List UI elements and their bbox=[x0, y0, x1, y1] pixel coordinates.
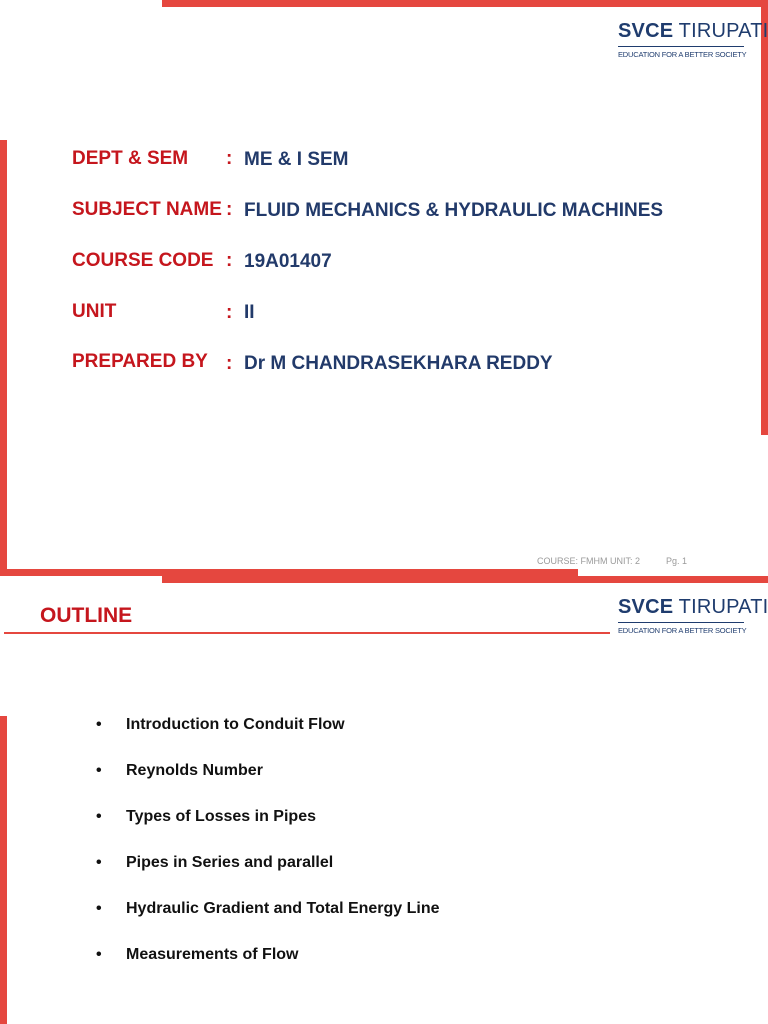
list-item bbox=[96, 762, 440, 808]
list-item-text: Reynolds Number bbox=[126, 762, 263, 779]
subject-name-label: SUBJECT NAME bbox=[72, 199, 222, 220]
bullet-icon: • bbox=[96, 854, 102, 871]
list-item-text: Introduction to Conduit Flow bbox=[126, 716, 345, 733]
subject-name-value: FLUID MECHANICS & HYDRAULIC MACHINES bbox=[244, 200, 664, 221]
list-item bbox=[96, 900, 440, 946]
prepared-by-colon: : bbox=[226, 353, 233, 374]
outline-list bbox=[96, 716, 440, 992]
unit-colon: : bbox=[226, 302, 233, 323]
left-accent-bar bbox=[0, 716, 7, 1024]
footer-page-number: Pg. 1 bbox=[666, 556, 688, 566]
footer-course: COURSE: FMHM UNIT: 2 bbox=[537, 556, 641, 566]
outline-slide bbox=[0, 576, 768, 1024]
logo-tagline: EDUCATION FOR A BETTER SOCIETY bbox=[618, 50, 747, 59]
unit-label: UNIT bbox=[72, 301, 117, 322]
prepared-by-value: Dr M CHANDRASEKHARA REDDY bbox=[244, 353, 553, 374]
list-item bbox=[96, 808, 440, 854]
list-item bbox=[96, 716, 440, 762]
bullet-icon: • bbox=[96, 716, 102, 733]
left-accent-bar bbox=[0, 140, 7, 576]
dept-sem-value: ME & I SEM bbox=[244, 149, 349, 170]
top-accent-bar bbox=[162, 576, 768, 583]
bullet-icon: • bbox=[96, 900, 102, 917]
unit-value: II bbox=[244, 302, 255, 323]
prepared-by-label: PREPARED BY bbox=[72, 351, 208, 372]
svce-logo bbox=[618, 20, 768, 59]
list-item-text: Hydraulic Gradient and Total Energy Line bbox=[126, 900, 440, 917]
right-accent-bar bbox=[761, 7, 768, 435]
list-item-text: Pipes in Series and parallel bbox=[126, 854, 334, 871]
title-underline bbox=[4, 632, 610, 634]
course-code-colon: : bbox=[226, 250, 233, 271]
logo-wordmark: SVCE TIRUPATI bbox=[618, 596, 768, 618]
bottom-accent-bar bbox=[0, 569, 578, 576]
list-item bbox=[96, 854, 440, 900]
subject-name-colon: : bbox=[226, 199, 233, 220]
bullet-icon: • bbox=[96, 762, 102, 779]
list-item-text: Types of Losses in Pipes bbox=[126, 808, 316, 825]
logo-rule bbox=[618, 46, 744, 47]
logo-wordmark: SVCE TIRUPATI bbox=[618, 20, 768, 42]
course-code-label: COURSE CODE bbox=[72, 250, 214, 271]
bullet-icon: • bbox=[96, 808, 102, 825]
logo-rule bbox=[618, 622, 744, 623]
list-item-text: Measurements of Flow bbox=[126, 946, 299, 963]
outline-title: OUTLINE bbox=[40, 604, 133, 627]
course-code-value: 19A01407 bbox=[244, 251, 332, 272]
logo-tagline: EDUCATION FOR A BETTER SOCIETY bbox=[618, 626, 747, 635]
bullet-icon: • bbox=[96, 946, 102, 963]
list-item bbox=[96, 946, 440, 992]
svce-logo bbox=[618, 596, 768, 635]
dept-sem-label: DEPT & SEM bbox=[72, 148, 189, 169]
top-accent-bar bbox=[162, 0, 768, 7]
dept-sem-colon: : bbox=[226, 148, 233, 169]
